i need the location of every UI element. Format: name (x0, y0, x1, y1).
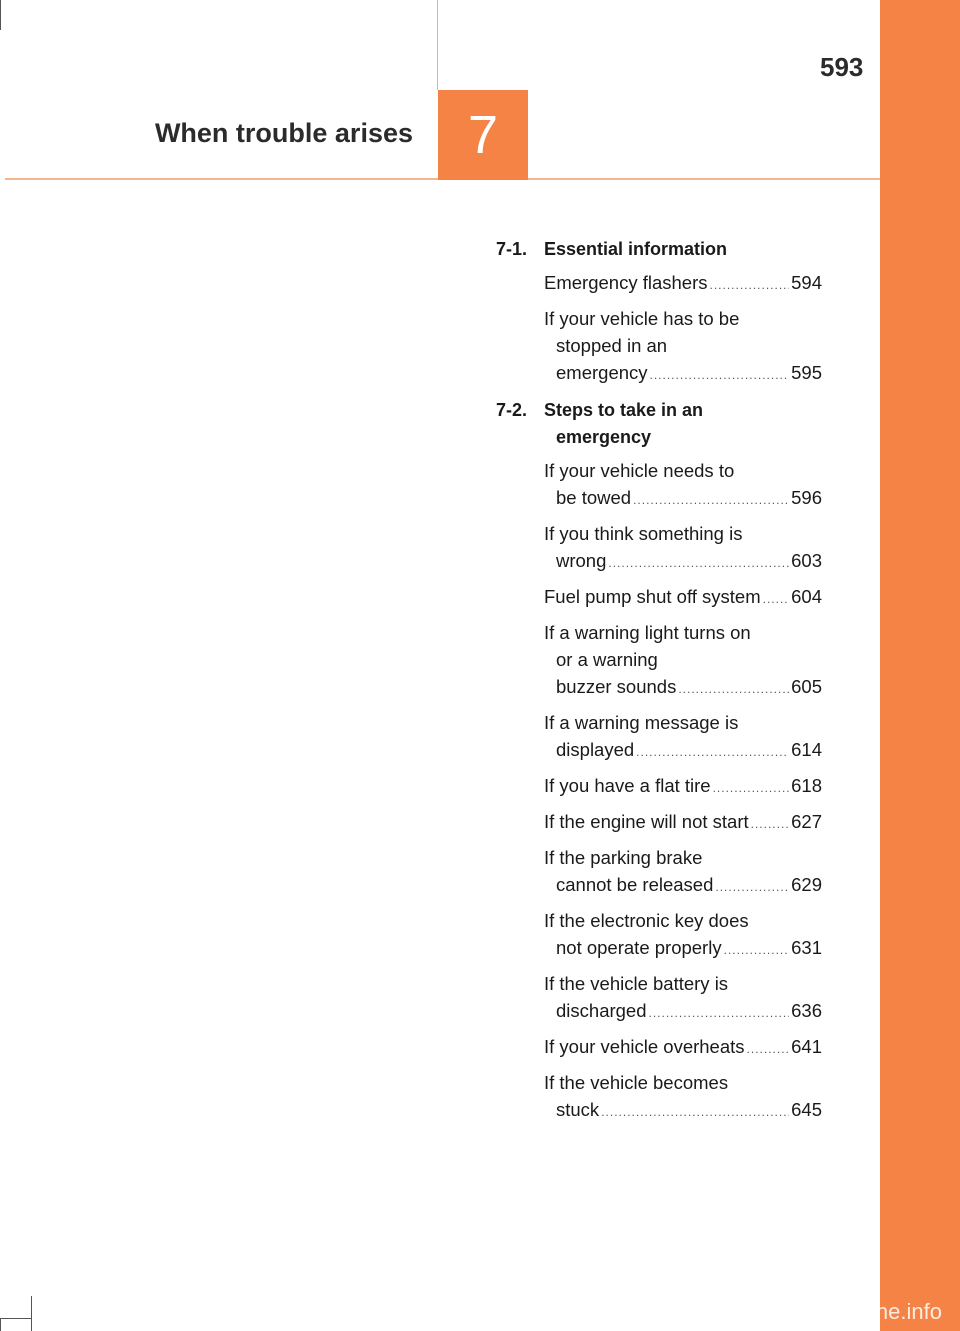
toc-entry[interactable] (544, 619, 822, 703)
toc-entry-line (544, 934, 822, 964)
toc-page-number: 594 (791, 272, 822, 293)
toc-entry-line (544, 332, 822, 359)
toc-entry-text: cannot be released (556, 874, 714, 895)
toc-entry[interactable] (544, 772, 822, 802)
toc-entry-text: stuck (556, 1099, 600, 1120)
chapter-number: 7 (467, 105, 499, 165)
page-number: 593 (820, 52, 864, 82)
section-title (544, 400, 822, 451)
toc-entry-text: If the engine will not start (544, 811, 749, 832)
toc-entry-line (544, 844, 822, 871)
toc-entry-line (544, 673, 822, 703)
toc-entry-line (544, 1096, 822, 1126)
crop-mark (0, 0, 1, 30)
toc-entry[interactable] (544, 709, 822, 766)
toc-entry-text: If you think something is (544, 523, 743, 544)
toc-page-number: 618 (791, 775, 822, 796)
dot-leader (763, 586, 790, 613)
dot-leader (715, 874, 789, 901)
toc-entry[interactable] (544, 907, 822, 964)
toc-page-number: 614 (791, 739, 822, 760)
toc-entry-text: Emergency flashers (544, 272, 708, 293)
toc-entry[interactable] (544, 520, 822, 577)
toc-page-number: 641 (791, 1036, 822, 1057)
toc-section (490, 397, 822, 1126)
toc-page-number: 645 (791, 1099, 822, 1120)
toc-entry-line (544, 907, 822, 934)
toc-entry-line (544, 484, 822, 514)
toc-entry-line (544, 619, 822, 646)
toc-entry-text: buzzer sounds (556, 676, 677, 697)
dot-leader (709, 272, 789, 299)
toc-entry-line (544, 583, 822, 613)
section-number: 7-1. (496, 239, 528, 259)
toc-entry-text: If the vehicle becomes (544, 1072, 729, 1093)
toc-entry-line (544, 457, 822, 484)
toc-page-number: 631 (791, 937, 822, 958)
header-divider (437, 0, 438, 90)
toc-entry-line (544, 808, 822, 838)
toc-entry-text: If the vehicle battery is (544, 973, 729, 994)
toc-entry-text: discharged (556, 1000, 647, 1021)
dot-leader (636, 739, 789, 766)
toc-entry-text: stopped in an (556, 335, 668, 356)
toc-section (490, 236, 822, 389)
toc-entry-text: If you have a flat tire (544, 775, 711, 796)
toc-page-number: 603 (791, 550, 822, 571)
watermark: carmanualsonline.info (727, 1299, 942, 1324)
toc-page-number: 629 (791, 874, 822, 895)
toc-entry-line (544, 305, 822, 332)
toc-entry-text: If your vehicle needs to (544, 460, 735, 481)
chapter-title: When trouble arises (154, 118, 413, 148)
toc-entry-line (544, 1033, 822, 1063)
chapter-side-tab (880, 0, 960, 1331)
toc-page-number: 627 (791, 811, 822, 832)
toc-entry[interactable] (544, 457, 822, 514)
dot-leader (724, 937, 790, 964)
toc-entry-text: If your vehicle has to be (544, 308, 740, 329)
section-heading (490, 397, 822, 451)
toc-entry[interactable] (544, 970, 822, 1027)
toc-entry-text: If the electronic key does (544, 910, 749, 931)
section-heading (490, 236, 822, 263)
toc-entry-line (544, 871, 822, 901)
toc-entry-text: be towed (556, 487, 632, 508)
toc-entry-text: displayed (556, 739, 635, 760)
section-title-line: emergency (556, 427, 652, 447)
toc-entry-text: Fuel pump shut off system (544, 586, 761, 607)
dot-leader (601, 1099, 789, 1126)
dot-leader (633, 487, 789, 514)
toc-entry-line (544, 359, 822, 389)
section-title-line: Essential information (544, 239, 728, 259)
toc-entry-text: not operate properly (556, 937, 722, 958)
toc-page-number: 596 (791, 487, 822, 508)
toc-entry-line (544, 269, 822, 299)
toc-entry[interactable] (544, 305, 822, 389)
toc-entry-line (544, 709, 822, 736)
dot-leader (608, 550, 789, 577)
chapter-number-box (438, 90, 528, 180)
toc-entry-text: If the parking brake (544, 847, 703, 868)
toc-entry-line (544, 736, 822, 766)
dot-leader (678, 676, 789, 703)
toc-entry-text: If your vehicle overheats (544, 1036, 745, 1057)
dot-leader (650, 362, 790, 389)
toc-page-number: 636 (791, 1000, 822, 1021)
dot-leader (747, 1036, 790, 1063)
toc-entry[interactable] (544, 583, 822, 613)
table-of-contents (490, 236, 822, 1134)
toc-page-number: 595 (791, 362, 822, 383)
crop-mark (0, 1318, 1, 1331)
toc-entry-line (544, 547, 822, 577)
toc-page-number: 605 (791, 676, 822, 697)
dot-leader (713, 775, 790, 802)
toc-entry-line (544, 997, 822, 1027)
toc-entry-text: If a warning message is (544, 712, 739, 733)
toc-entry-line (544, 646, 822, 673)
toc-page-number: 604 (791, 586, 822, 607)
dot-leader (751, 811, 789, 838)
toc-entry-line (544, 970, 822, 997)
toc-entry-text: If a warning light turns on (544, 622, 751, 643)
toc-entry-line (544, 772, 822, 802)
toc-entry-text: wrong (556, 550, 607, 571)
crop-mark (31, 1296, 32, 1331)
section-title-line: Steps to take in an (544, 400, 704, 420)
toc-entry[interactable] (544, 808, 822, 838)
toc-entry[interactable] (544, 844, 822, 901)
dot-leader (649, 1000, 790, 1027)
toc-entry[interactable] (544, 1033, 822, 1063)
toc-entry-text: or a warning (556, 649, 658, 670)
crop-mark (0, 1318, 32, 1319)
toc-entry-line (544, 520, 822, 547)
toc-entry-line (544, 1069, 822, 1096)
section-number: 7-2. (496, 400, 528, 420)
toc-entry[interactable] (544, 269, 822, 299)
section-title (544, 239, 727, 259)
toc-entry-text: emergency (556, 362, 648, 383)
toc-entry[interactable] (544, 1069, 822, 1126)
